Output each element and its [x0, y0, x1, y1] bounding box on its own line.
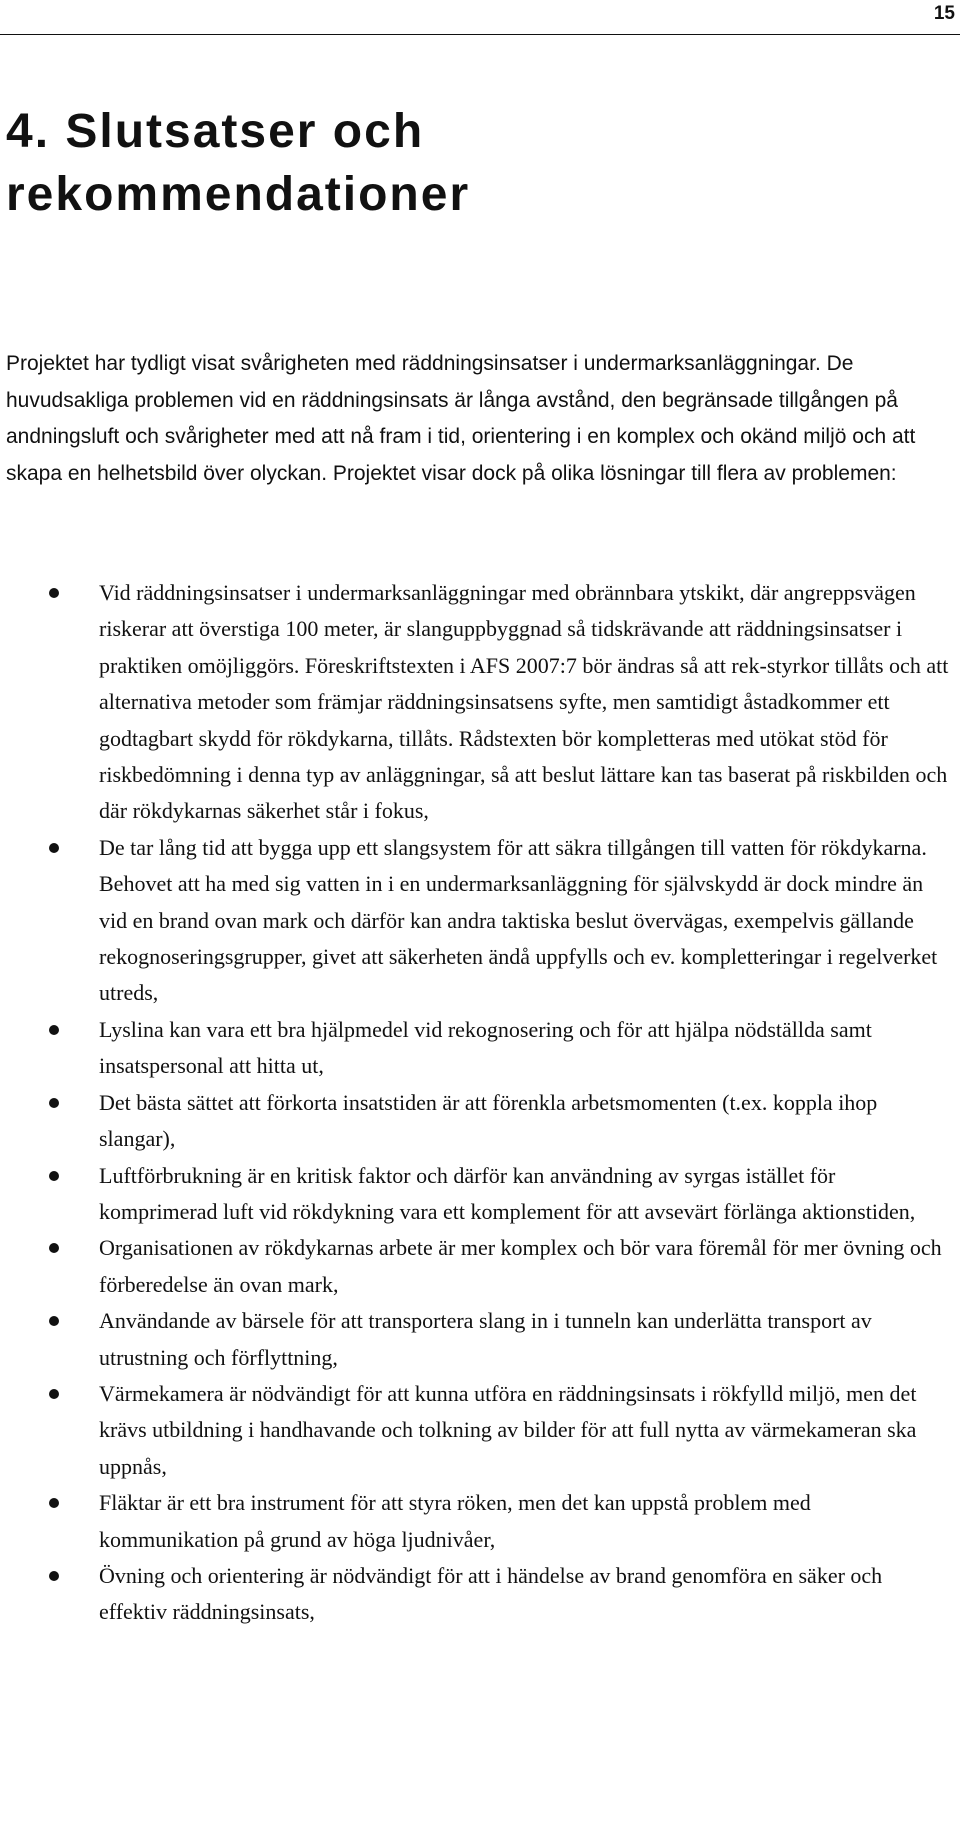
- list-item: [0, 1303, 950, 1376]
- intro-paragraph: Projektet har tydligt visat svårigheten med räddningsinsatser i undermarksanläggningar. De huvudsakliga problemen vid en räddningsinsats är långa avstånd, den begränsade tillgången på andningsluft och svårigheter med att nå fram i tid, orientering i en komplex och okänd miljö och att skapa en helhetsbild över olyckan. Projektet visar dock på olika lösningar till flera av problemen:: [6, 352, 916, 485]
- list-item-text: Användande av bärsele för att transportera slang in i tunneln kan underlätta transport av utrustning och förflyttning,: [99, 1308, 872, 1370]
- bullet-icon: [49, 1098, 59, 1108]
- bullet-icon: [49, 1171, 59, 1181]
- chapter-title-line-2: rekommendationer: [6, 168, 471, 221]
- list-item-text: De tar lång tid att bygga upp ett slangsystem för att säkra tillgången till vatten för rökdykarna. Behovet att ha med sig vatten in i en undermarksanläggning för självskydd är dock mindre än vid en brand ovan mark och därför kan andra taktiska beslut övervägas, exempelvis gällande rekognoseringsgrupper, givet att säkerheten ändå uppfylls och ev. kompletteringar i regelverket utreds,: [99, 834, 938, 1006]
- chapter-title-line-1: 4. Slutsatser och: [6, 105, 425, 158]
- list-item: [0, 1012, 950, 1085]
- chapter-title: [6, 100, 470, 226]
- list-item: [0, 1376, 950, 1485]
- list-item: [0, 830, 950, 1012]
- bullet-icon: [49, 1571, 59, 1581]
- page-number: 15: [933, 3, 955, 24]
- list-item: [0, 1158, 950, 1231]
- bullet-icon: [49, 588, 59, 598]
- list-item: [0, 1558, 950, 1631]
- bullet-icon: [49, 1025, 59, 1035]
- bullet-icon: [49, 1316, 59, 1326]
- bullet-icon: [49, 843, 59, 853]
- list-item-text: Luftförbrukning är en kritisk faktor och därför kan användning av syrgas istället för komprimerad luft vid rökdykning vara ett komplement för att avsevärt förlänga aktionstiden,: [99, 1162, 916, 1224]
- list-item: [0, 1230, 950, 1303]
- bullet-icon: [49, 1389, 59, 1399]
- list-item-text: Organisationen av rökdykarnas arbete är mer komplex och bör vara föremål för mer övning och förberedelse än ovan mark,: [99, 1235, 942, 1297]
- list-item: [0, 1485, 950, 1558]
- bullet-icon: [49, 1498, 59, 1508]
- page-header: [0, 0, 960, 35]
- list-item: [0, 575, 950, 830]
- list-item-text: Lyslina kan vara ett bra hjälpmedel vid rekognosering och för att hjälpa nödställda samt insatspersonal att hitta ut,: [99, 1016, 872, 1079]
- list-item-text: Vid räddningsinsatser i undermarksanläggningar med obrännbara ytskikt, där angreppsvägen riskerar att överstiga 100 meter, är slanguppbyggnad så tidskrävande att räddningsinsatser i praktiken omöjliggörs. Föreskriftstexten i AFS 2007:7 bör ändras så att rek-styrkor tillåts och att alternativa metoder som främjar räddningsinsatsens syfte, men samtidigt åstadkommer ett godtagbart skydd för rökdykarna, tillåts. Rådstexten bör kompletteras med utökat stöd för riskbedömning i denna typ av anläggningar, så att beslut lättare kan tas baserat på riskbilden och där rökdykarnas säkerhet står i fokus,: [99, 580, 949, 824]
- list-item-text: Fläktar är ett bra instrument för att styra röken, men det kan uppstå problem med kommunikation på grund av höga ljudnivåer,: [99, 1490, 811, 1552]
- list-item-text: Värmekamera är nödvändigt för att kunna utföra en räddningsinsats i rökfylld miljö, men det krävs utbildning i handhavande och tolkning av bilder för att full nytta av värmekameran ska uppnås,: [99, 1380, 917, 1479]
- list-item: [0, 1085, 950, 1158]
- list-item-text: Övning och orientering är nödvändigt för att i händelse av brand genomföra en säker och effektiv räddningsinsats,: [99, 1562, 883, 1625]
- recommendations-list: [0, 575, 950, 1631]
- bullet-icon: [49, 1243, 59, 1253]
- list-item-text: Det bästa sättet att förkorta insatstiden är att förenkla arbetsmomenten (t.ex. koppla ihop slangar),: [99, 1089, 878, 1152]
